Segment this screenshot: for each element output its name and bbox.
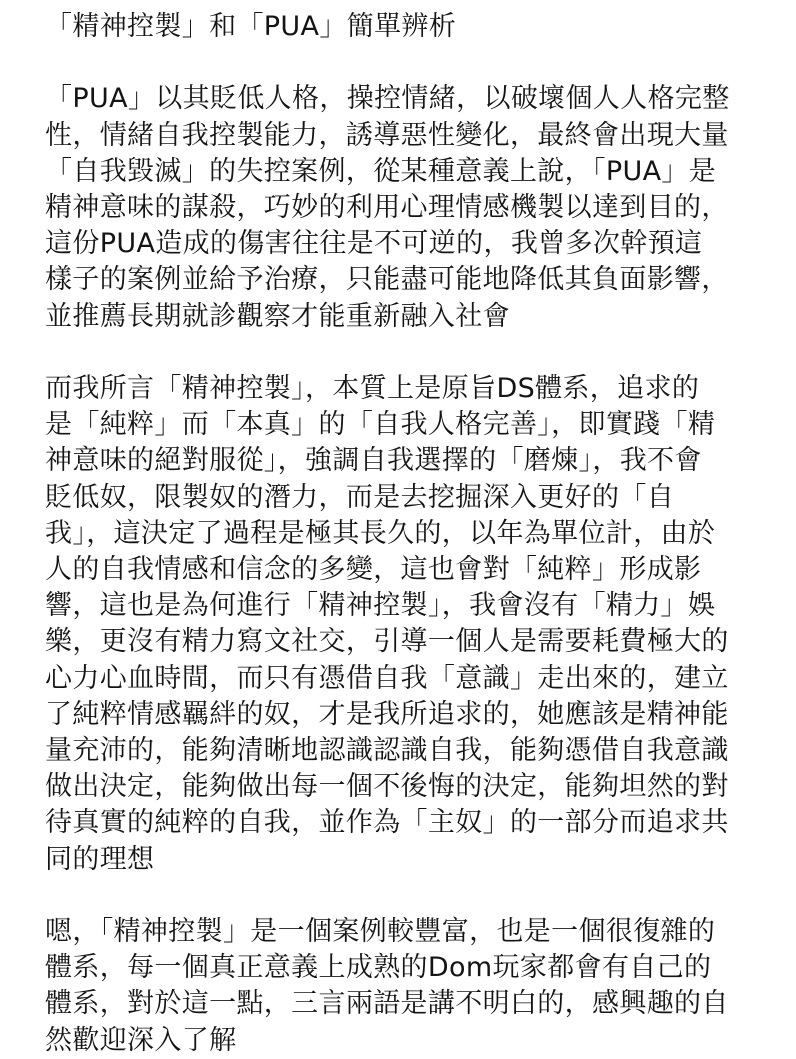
paragraph-line: 樂，更沒有精力寫文社交，引導一個人是需要耗費極大的 [45,626,729,658]
paragraph-line: 同的理想 [45,843,155,875]
paragraph-line: 量充沛的，能夠清晰地認識認識自我，能夠憑借自我意識 [45,735,729,767]
paragraph-2 [45,371,776,878]
paragraph-line: 是「純粹」而「本真」的「自我人格完善」，即實踐「精 [45,409,716,441]
paragraph-line: 心力心血時間，而只有憑借自我「意識」走出來的，建立 [45,662,729,694]
paragraph-line: 體系，每一個真正意義上成熟的Dom玩家都會有自己的 [45,952,712,984]
title-text: 「精神控製」和「PUA」簡單辨析 [45,11,457,42]
paragraph-line: 性，情緒自我控製能力，誘導惡性變化，最終會出現大量 [45,119,729,151]
paragraph-line: 待真實的純粹的自我，並作為「主奴」的一部分而追求共 [45,807,729,839]
paragraph-line: 響，這也是為何進行「精神控製」，我會沒有「精力」娛 [45,590,716,622]
paragraph-line: 而我所言「精神控製」，本質上是原旨DS體系，追求的 [45,373,700,404]
paragraph-line: 「PUA」以其貶低人格，操控情緒，以破壞個人人格完整 [45,83,730,115]
paragraph-1 [45,81,776,334]
paragraph-line: 貶低奴，限製奴的潛力，而是去挖掘深入更好的「自 [45,481,675,513]
paragraph-line: 做出決定，能夠做出每一個不後悔的決定，能夠坦然的對 [45,771,729,803]
document-title [45,9,776,45]
document-body [45,81,776,1058]
paragraph-line: 「自我毀滅」的失控案例，從某種意義上說，「PUA」是 [45,155,717,187]
paragraph-line: 我」，這決定了過程是極其長久的，以年為單位計，由於 [45,517,716,549]
paragraph-line: 精神意味的謀殺，巧妙的利用心理情感機製以達到目的， [45,192,729,223]
paragraph-line: 體系，對於這一點，三言兩語是講不明白的，感興趣的自 [45,988,729,1020]
paragraph-line: 這份PUA造成的傷害往往是不可逆的，我曾多次幹預這 [45,228,703,260]
paragraph-line: 神意味的絕對服從」，強調自我選擇的「磨煉」，我不會 [45,445,702,477]
paragraph-line: 嗯，「精神控製」是一個案例較豐富，也是一個很復雜的 [45,916,716,948]
paragraph-3 [45,914,776,1059]
paragraph-line: 並推薦長期就診觀察才能重新融入社會 [45,300,510,332]
paragraph-line: 樣子的案例並給予治療，只能盡可能地降低其負面影響， [45,264,729,296]
paragraph-line: 了純粹情感羈絆的奴，才是我所追求的，她應該是精神能 [45,698,729,730]
paragraph-line: 然歡迎深入了解 [45,1024,237,1056]
paragraph-line: 人的自我情感和信念的多變，這也會對「純粹」形成影 [45,554,702,586]
